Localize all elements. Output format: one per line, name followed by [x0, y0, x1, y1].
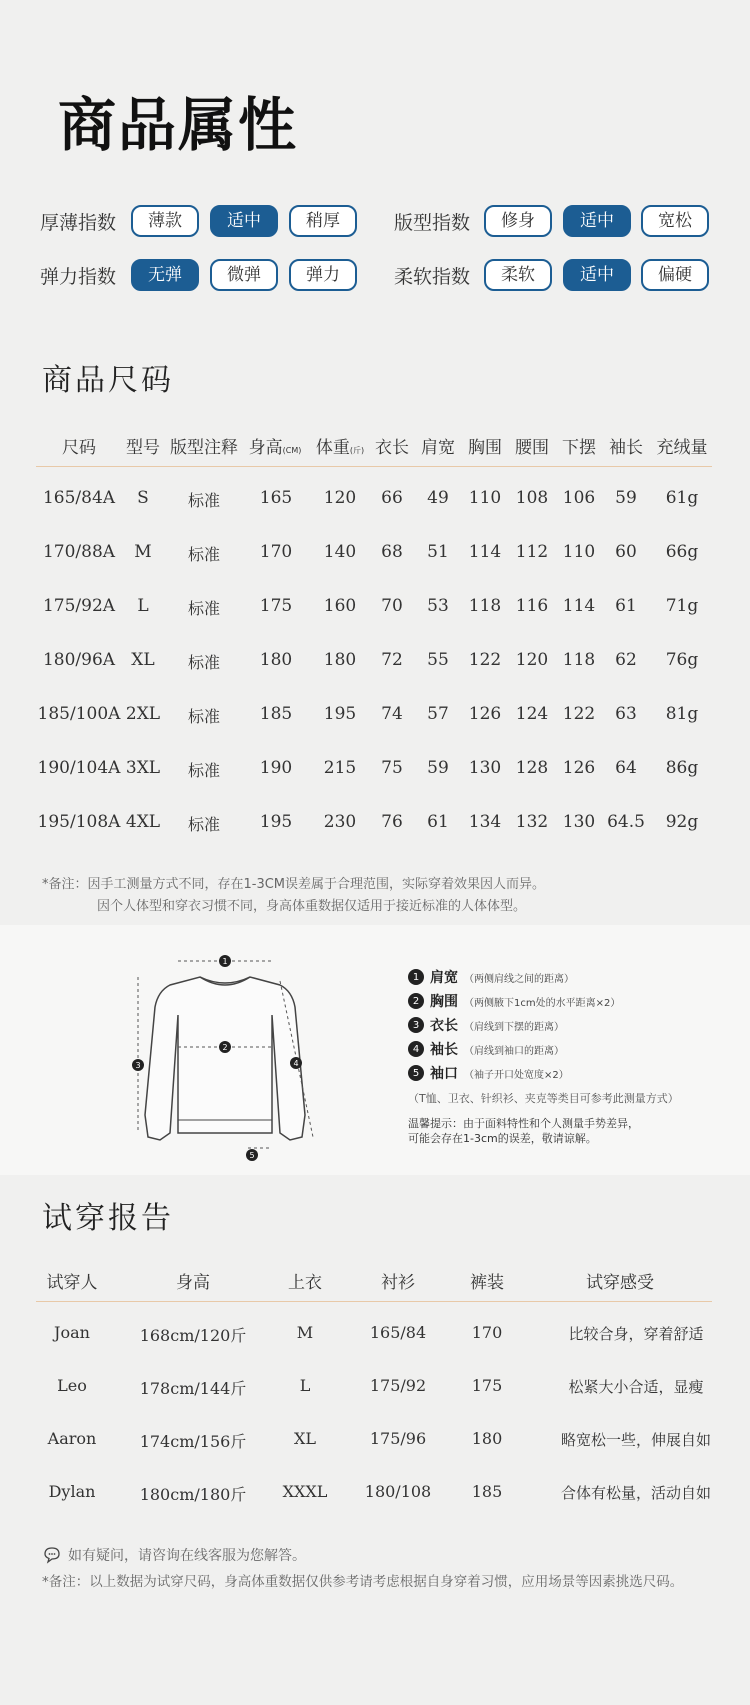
- size-cell: 180: [259, 650, 293, 670]
- attr-label-fit: 版型指数: [394, 212, 471, 234]
- header-sleeve: 袖长: [609, 438, 643, 458]
- legend-item: [408, 1063, 569, 1083]
- trial-header-feeling: 试穿感受: [586, 1273, 654, 1293]
- size-cell: 126: [562, 758, 596, 778]
- marker-1-label: 1: [222, 957, 228, 966]
- trial-cell: 180cm/180斤: [139, 1485, 247, 1504]
- size-cell: XL: [131, 650, 155, 670]
- legend-name: 肩宽: [430, 970, 458, 986]
- size-cell: 120: [323, 488, 357, 508]
- size-cell: 74: [381, 704, 403, 724]
- size-cell: 110: [468, 488, 502, 508]
- trial-cell: L: [299, 1376, 311, 1395]
- size-cell: 106: [562, 488, 596, 508]
- size-cell: 118: [562, 650, 596, 670]
- size-cell: 64.5: [607, 812, 645, 832]
- marker-4-label: 4: [293, 1059, 299, 1068]
- size-cell: 75: [381, 758, 403, 778]
- size-cell: 116: [515, 596, 549, 616]
- size-cell: 86g: [665, 758, 699, 778]
- size-cell: 180/96A: [42, 650, 116, 670]
- trial-bottom-note: *备注：以上数据为试穿尺码，身高体重数据仅供参考请考虑根据自身穿着习惯，应用场景等因素挑选尺码。: [42, 1574, 684, 1590]
- pill-stretch: 弹力: [289, 259, 357, 291]
- size-cell: 70: [381, 596, 403, 616]
- pill-medium-soft-selected: 适中: [563, 259, 631, 291]
- legend-desc: （肩线到下摆的距离）: [464, 1021, 564, 1033]
- size-cell: 76: [381, 812, 403, 832]
- header-fill: 充绒量: [656, 438, 708, 458]
- measure-tip-2: 可能会存在1-3cm的误差，敬请谅解。: [408, 1132, 597, 1145]
- size-cell: 114: [562, 596, 596, 616]
- chat-icon: [42, 1546, 62, 1564]
- size-cell: 63: [615, 704, 637, 724]
- trial-header-person: 试穿人: [46, 1273, 98, 1293]
- size-cell: 49: [427, 488, 449, 508]
- size-cell: 68: [381, 542, 403, 562]
- trial-cell: 比较合身，穿着舒适: [568, 1325, 704, 1343]
- header-weight: 体重(斤): [315, 438, 365, 458]
- size-cell: 175/92A: [42, 596, 116, 616]
- size-cell: 128: [515, 758, 549, 778]
- legend-item: [408, 1015, 564, 1035]
- size-cell: 140: [323, 542, 357, 562]
- size-cell: 51: [427, 542, 449, 562]
- size-cell: 132: [515, 812, 549, 832]
- size-cell: 126: [468, 704, 502, 724]
- measurement-guide: [0, 925, 750, 1175]
- pill-thick: 稍厚: [289, 205, 357, 237]
- size-cell: 55: [427, 650, 449, 670]
- size-section-title: 商品尺码: [42, 363, 174, 398]
- trial-header-pants: 裤装: [470, 1273, 504, 1293]
- sweater-outline: [145, 977, 305, 1140]
- trial-cell: XL: [293, 1429, 317, 1448]
- header-model: 型号: [126, 438, 160, 458]
- size-cell: 165/84A: [42, 488, 116, 508]
- pill-slight-stretch: 微弹: [210, 259, 278, 291]
- legend-name: 袖口: [430, 1066, 458, 1082]
- size-cell: 122: [562, 704, 596, 724]
- trial-cell: 168cm/120斤: [139, 1326, 247, 1345]
- legend-number-icon: 3: [408, 1017, 424, 1033]
- header-length: 衣长: [375, 438, 409, 458]
- size-cell: 114: [468, 542, 502, 562]
- size-cell: 53: [427, 596, 449, 616]
- size-cell: 61: [427, 812, 449, 832]
- legend-number-icon: 5: [408, 1065, 424, 1081]
- size-table-divider: [36, 466, 712, 467]
- service-note-row: [42, 1545, 306, 1565]
- size-note-1: *备注：因手工测量方式不同，存在1-3CM误差属于合理范围，实际穿着效果因人而异。: [42, 877, 546, 892]
- trial-header-height: 身高: [176, 1273, 210, 1293]
- size-cell: 170: [259, 542, 293, 562]
- sweater-diagram: [130, 955, 320, 1175]
- trial-cell: Leo: [57, 1376, 87, 1395]
- size-cell: 195/108A: [37, 812, 121, 832]
- header-height: 身高(CM): [248, 438, 302, 458]
- pill-loose: 宽松: [641, 205, 709, 237]
- legend-name: 衣长: [430, 1018, 458, 1034]
- trial-table-divider: [36, 1301, 712, 1302]
- size-cell: 标准: [187, 653, 221, 672]
- size-cell: 170/88A: [42, 542, 116, 562]
- page-title: 商品属性: [58, 91, 299, 159]
- size-cell: 118: [468, 596, 502, 616]
- size-cell: 66g: [665, 542, 699, 562]
- size-cell: 130: [468, 758, 502, 778]
- trial-cell: 185: [471, 1482, 503, 1501]
- legend-desc: （两侧肩线之间的距离）: [464, 973, 574, 985]
- size-cell: 110: [562, 542, 596, 562]
- attr-label-softness: 柔软指数: [394, 266, 471, 288]
- size-note-2: 因个人体型和穿衣习惯不同，身高体重数据仅适用于接近标准的人体体型。: [97, 899, 527, 914]
- legend-number-icon: 4: [408, 1041, 424, 1057]
- size-cell: M: [134, 542, 152, 562]
- size-cell: 59: [427, 758, 449, 778]
- trial-cell: 175/92: [369, 1376, 427, 1395]
- trial-cell: 略宽松一些，伸展自如: [560, 1431, 712, 1449]
- size-cell: 60: [615, 542, 637, 562]
- legend-desc: （肩线到袖口的距离）: [464, 1045, 564, 1057]
- header-chest: 胸围: [468, 438, 502, 458]
- pill-soft: 柔软: [484, 259, 552, 291]
- size-cell: 130: [562, 812, 596, 832]
- header-shoulder: 肩宽: [421, 438, 455, 458]
- size-cell: 230: [323, 812, 357, 832]
- size-cell: 71g: [665, 596, 699, 616]
- size-cell: 标准: [187, 761, 221, 780]
- size-cell: 112: [515, 542, 549, 562]
- trial-cell: 174cm/156斤: [139, 1432, 247, 1451]
- legend-number-icon: 2: [408, 993, 424, 1009]
- trial-cell: 165/84: [369, 1323, 427, 1342]
- marker-2-label: 2: [222, 1043, 228, 1052]
- pill-regular-selected: 适中: [563, 205, 631, 237]
- trial-header-shirt: 衬衫: [381, 1273, 415, 1293]
- size-cell: 62: [615, 650, 637, 670]
- size-cell: 134: [468, 812, 502, 832]
- header-hem: 下摆: [562, 438, 596, 458]
- size-cell: 57: [427, 704, 449, 724]
- size-cell: 72: [381, 650, 403, 670]
- header-waist: 腰围: [515, 438, 549, 458]
- measure-extra-note: （T恤、卫衣、针织衫、夹克等类目可参考此测量方式）: [408, 1092, 679, 1105]
- legend-item: [408, 1039, 564, 1059]
- header-size: 尺码: [62, 438, 96, 458]
- size-cell: 61g: [665, 488, 699, 508]
- trial-cell: 松紧大小合适，显瘦: [568, 1378, 704, 1396]
- size-cell: 175: [259, 596, 293, 616]
- attr-label-elasticity: 弹力指数: [40, 266, 117, 288]
- trial-cell: Joan: [54, 1323, 90, 1342]
- trial-cell: 175/96: [369, 1429, 427, 1448]
- marker-3-label: 3: [135, 1061, 141, 1070]
- legend-item: [408, 967, 574, 987]
- size-cell: 160: [323, 596, 357, 616]
- size-cell: 标准: [187, 599, 221, 618]
- attr-label-thickness: 厚薄指数: [40, 212, 117, 234]
- trial-cell: 178cm/144斤: [139, 1379, 247, 1398]
- size-cell: 122: [468, 650, 502, 670]
- size-cell: 标准: [187, 707, 221, 726]
- pill-slim: 修身: [484, 205, 552, 237]
- trial-cell: XXXL: [282, 1482, 328, 1501]
- size-cell: 92g: [665, 812, 699, 832]
- legend-desc: （两侧腋下1cm处的水平距离×2）: [464, 997, 621, 1009]
- size-cell: 124: [515, 704, 549, 724]
- size-cell: 2XL: [125, 704, 161, 724]
- legend-number-icon: 1: [408, 969, 424, 985]
- trial-cell: Aaron: [47, 1429, 97, 1448]
- size-cell: 66: [381, 488, 403, 508]
- size-cell: 185: [259, 704, 293, 724]
- size-cell: S: [137, 488, 149, 508]
- size-cell: 190/104A: [37, 758, 121, 778]
- size-cell: 215: [323, 758, 357, 778]
- size-cell: 4XL: [125, 812, 161, 832]
- size-cell: 64: [615, 758, 637, 778]
- service-note: 如有疑问，请咨询在线客服为您解答。: [68, 1548, 306, 1564]
- size-cell: 81g: [665, 704, 699, 724]
- legend-item: [408, 991, 620, 1011]
- pill-medium-selected: 适中: [210, 205, 278, 237]
- trial-cell: 180/108: [364, 1482, 432, 1501]
- legend-name: 胸围: [430, 994, 458, 1010]
- size-cell: 标准: [187, 545, 221, 564]
- legend-desc: （袖子开口处宽度×2）: [464, 1069, 569, 1081]
- trial-cell: 180: [471, 1429, 503, 1448]
- size-cell: 76g: [665, 650, 699, 670]
- size-cell: 180: [323, 650, 357, 670]
- legend-name: 袖长: [430, 1042, 458, 1058]
- size-cell: 190: [259, 758, 293, 778]
- size-cell: 195: [323, 704, 357, 724]
- trial-cell: 170: [471, 1323, 503, 1342]
- pill-stiff: 偏硬: [641, 259, 709, 291]
- size-cell: 165: [259, 488, 293, 508]
- size-cell: L: [137, 596, 149, 616]
- size-cell: 3XL: [125, 758, 161, 778]
- size-cell: 标准: [187, 815, 221, 834]
- size-cell: 108: [515, 488, 549, 508]
- trial-section-title: 试穿报告: [42, 1201, 174, 1236]
- marker-5-label: 5: [249, 1151, 255, 1160]
- size-cell: 195: [259, 812, 293, 832]
- trial-cell: 175: [471, 1376, 503, 1395]
- trial-cell: M: [296, 1323, 314, 1342]
- header-fit-note: 版型注释: [170, 438, 238, 458]
- pill-no-stretch-selected: 无弹: [131, 259, 199, 291]
- trial-header-top: 上衣: [288, 1273, 322, 1293]
- size-cell: 185/100A: [37, 704, 121, 724]
- pill-thin: 薄款: [131, 205, 199, 237]
- trial-cell: 合体有松量，活动自如: [560, 1484, 712, 1502]
- size-cell: 120: [515, 650, 549, 670]
- size-cell: 59: [615, 488, 637, 508]
- trial-cell: Dylan: [48, 1482, 96, 1501]
- size-cell: 标准: [187, 491, 221, 510]
- measure-tip-1: 温馨提示：由于面料特性和个人测量手势差异，: [408, 1117, 639, 1130]
- size-cell: 61: [615, 596, 637, 616]
